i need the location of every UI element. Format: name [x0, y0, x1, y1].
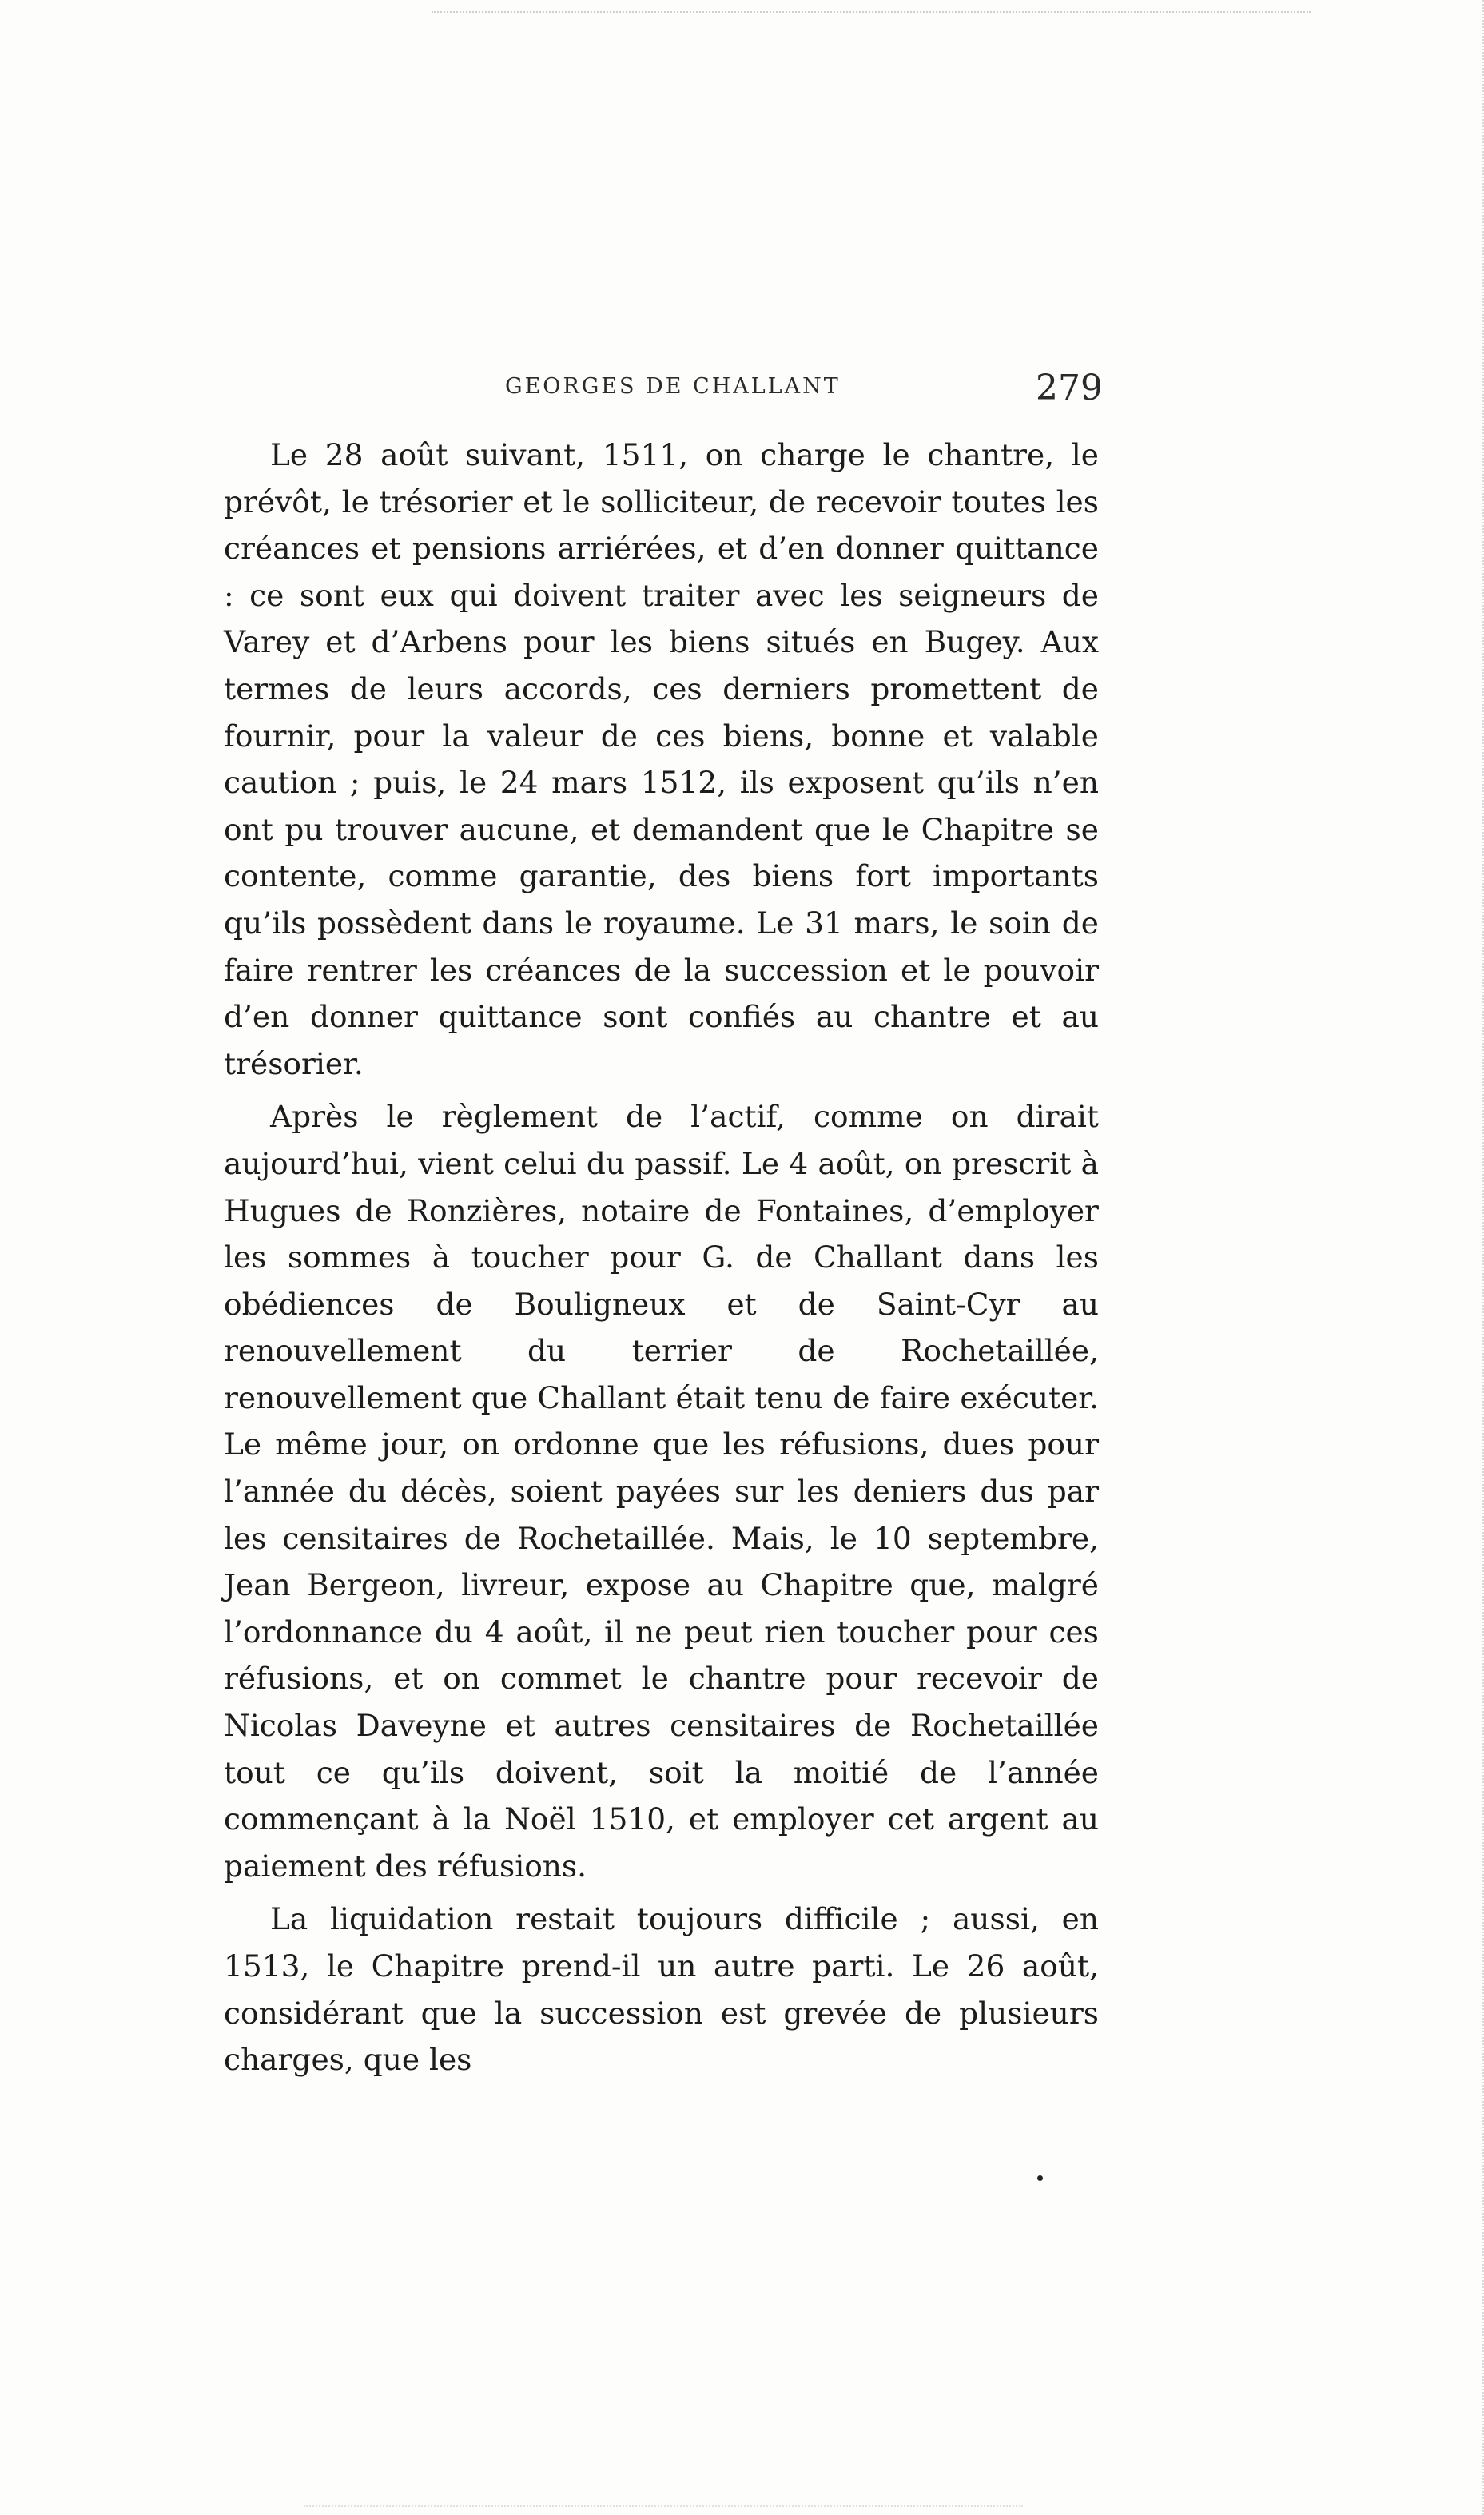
- paragraph-1: Le 28 août suivant, 1511, on charge le chantre, le prévôt, le trésorier et le solliciteur, de recevoir toutes les créances et pensions arriérées, et d’en donner quittance : ce sont eux qui doivent traiter avec les seigneurs de Varey et d’Arbens pour les biens situés en Bugey. Aux termes de leurs accords, ces derniers promettent de fournir, pour la valeur de ces biens, bonne et valable caution ; puis, le 24 mars 1512, ils exposent qu’ils n’en ont pu trouver aucune, et demandent que le Chapitre se contente, comme garantie, des biens fort importants qu’ils possèdent dans le royaume. Le 31 mars, le soin de faire rentrer les créances de la succession et le pouvoir d’en donner quittance sont confiés au chantre et au trésorier.: [224, 437, 1099, 1081]
- body-text: [224, 432, 1099, 2090]
- scan-top-edge: [432, 11, 1311, 13]
- running-head: [224, 368, 1103, 422]
- ink-speck: [1037, 2175, 1043, 2181]
- scan-right-edge: [1460, 0, 1484, 2515]
- page-number: 279: [1036, 368, 1103, 408]
- paragraph-3: La liquidation restait toujours difficile ; aussi, en 1513, le Chapitre prend-il un autre parti. Le 26 août, considérant que la succession est grevée de plusieurs charges, que les: [224, 1901, 1099, 2078]
- scan-bottom-edge: [304, 2505, 1023, 2507]
- header-title: GEORGES DE CHALLANT: [505, 374, 841, 399]
- paragraph-2: Après le règlement de l’actif, comme on dirait aujourd’hui, vient celui du passif. Le 4 août, on prescrit à Hugues de Ronzières, notaire de Fontaines, d’employer les sommes à toucher pour G. de Challant dans les obédiences de Bouligneux et de Saint-Cyr au renouvellement du terrier de Rochetaillée, renouvellement que Challant était tenu de faire exécuter. Le même jour, on ordonne que les réfusions, dues pour l’année du décès, soient payées sur les deniers dus par les censitaires de Rochetaillée. Mais, le 10 septembre, Jean Bergeon, livreur, expose au Chapitre que, malgré l’ordonnance du 4 août, il ne peut rien toucher pour ces réfusions, et on commet le chantre pour recevoir de Nicolas Daveyne et autres censitaires de Rochetaillée tout ce qu’ils doivent, soit la moitié de l’année commençant à la Noël 1510, et employer cet argent au paiement des réfusions.: [224, 1099, 1099, 1884]
